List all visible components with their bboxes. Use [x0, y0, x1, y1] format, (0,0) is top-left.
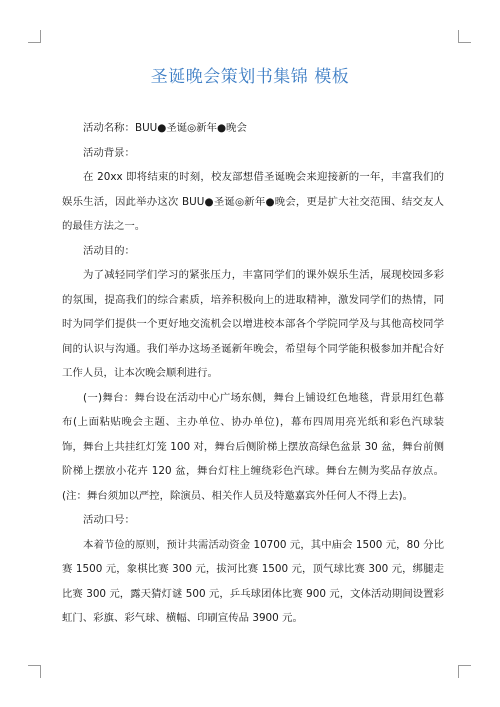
stage-paragraph: (一)舞台：舞台设在活动中心广场东侧，舞台上铺设红色地毯，背景用红色幕布(上面粘贴晚会主题、主办单位、协办单位)，幕布四周用亮光纸和彩色汽球装饰，舞台上共挂红灯笼 100 对，舞台后侧阶梯上摆放高绿色盆景 30 盆，舞台前侧阶梯上摆放小花卉 120 盆，舞台灯柱上缠绕彩色汽球。舞台左侧为奖品存放点。(注：舞台须加以严控，除演员、相关作人员及特邀嘉宾外任何人不得上去)。 [62, 391, 444, 502]
purpose-paragraph: 为了减轻同学们学习的紧张压力，丰富同学们的课外娱乐生活，展现校园多彩的氛围，提高我们的综合素质，培养积极向上的进取精神，激发同学们的热情，同时为同学们提供一个更好地交流机会以增进校本部各个学院同学及与其他高校同学间的认识与沟通。我们举办这场圣诞新年晚会，希望每个同学能积极参加并配合好工作人员，让本次晚会顺利进行。 [62, 269, 444, 379]
crop-mark-bottom-right [458, 665, 471, 678]
crop-mark-top-right [458, 30, 471, 43]
background-heading: 活动背景： [83, 146, 135, 159]
activity-name: 活动名称：BUU●圣诞◎新年●晚会 [83, 122, 247, 134]
crop-mark-top-left [28, 30, 41, 43]
crop-mark-bottom-left [28, 665, 41, 678]
purpose-heading: 活动目的： [83, 244, 135, 257]
slogan-heading: 活动口号： [83, 514, 135, 526]
document-body [62, 116, 444, 631]
background-paragraph: 在 20xx 即将结束的时刻，校友部想借圣诞晚会来迎接新的一年，丰富我们的娱乐生活，因此举办这次 BUU●圣诞◎新年●晚会，更是扩大社交范围、结交友人的最佳方法之一。 [62, 171, 444, 232]
budget-paragraph: 本着节俭的原则，预计共需活动资金 10700 元，其中庙会 1500 元，80 分比赛 1500 元，象棋比赛 300 元，拔河比赛 1500 元，顶气球比赛 300 元，绑腿走比赛 300 元，露天猜灯谜 500 元，乒乓球团体比赛 900 元，文体活动期间设置彩虹门、彩旗、彩气球、横幅、印刷宣传品 3900 元。 [62, 538, 444, 624]
document-title: 圣诞晚会策划书集锦 模板 [150, 67, 350, 87]
